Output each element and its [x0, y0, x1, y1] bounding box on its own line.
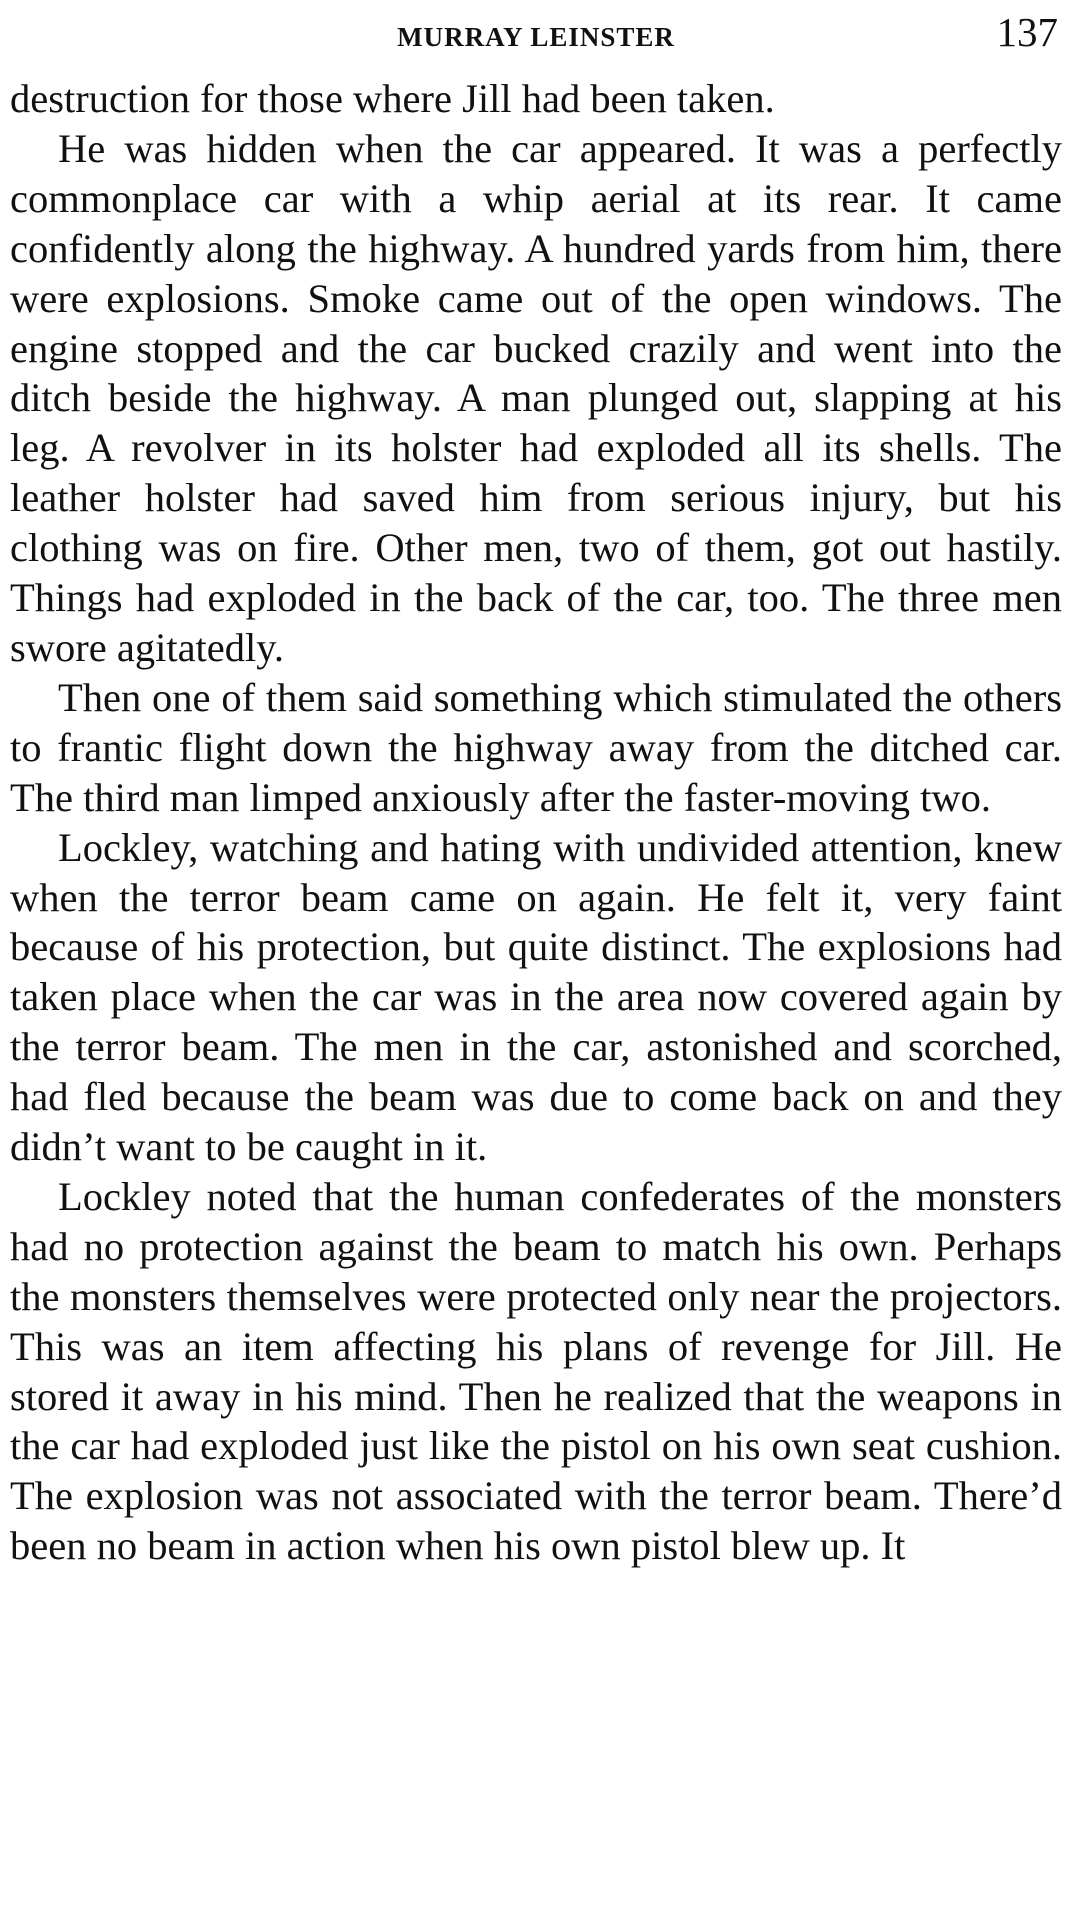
- paragraph: Lockley noted that the human confederates of the monsters had no protection against the beam to match his own. Perhaps the monsters themselves were protected only near the projectors. This was an item affecting his plans of revenge for Jill. He stored it away in his mind. Then he realized that the weapons in the car had exploded just like the pistol on his own seat cushion. The explosion was not associated with the terror beam. There’d been no beam in action when his own pistol blew up. It: [10, 1173, 1062, 1569]
- paragraph: Then one of them said something which stimulated the others to frantic flight down the highway away from the ditched car. The third man limped anxiously after the faster-moving two.: [10, 674, 1062, 820]
- body-text: [10, 74, 1062, 1571]
- page-number: 137: [996, 9, 1058, 55]
- paragraph-continued: destruction for those where Jill had been taken.: [10, 76, 775, 121]
- paragraph: Lockley, watching and hating with undivided attention, knew when the terror beam came on again. He felt it, very faint because of his protection, but quite distinct. The explosions had taken place when the car was in the area now covered again by the terror beam. The men in the car, astonished and scorched, had fled because the beam was due to come back on and they didn’t want to be caught in it.: [10, 824, 1062, 1170]
- running-head-author: MURRAY LEINSTER: [397, 22, 675, 52]
- running-head: [10, 8, 1062, 58]
- book-page: [10, 0, 1062, 1931]
- paragraph: He was hidden when the car appeared. It was a perfectly commonplace car with a whip aerial at its rear. It came confidently along the highway. A hundred yards from him, there were explosions. Smoke came out of the open windows. The engine stopped and the car bucked crazily and went into the ditch beside the highway. A man plunged out, slapping at his leg. A revolver in its holster had exploded all its shells. The leather holster had saved him from serious injury, but his clothing was on fire. Other men, two of them, got out hastily. Things had exploded in the back of the car, too. The three men swore agitatedly.: [10, 125, 1062, 670]
